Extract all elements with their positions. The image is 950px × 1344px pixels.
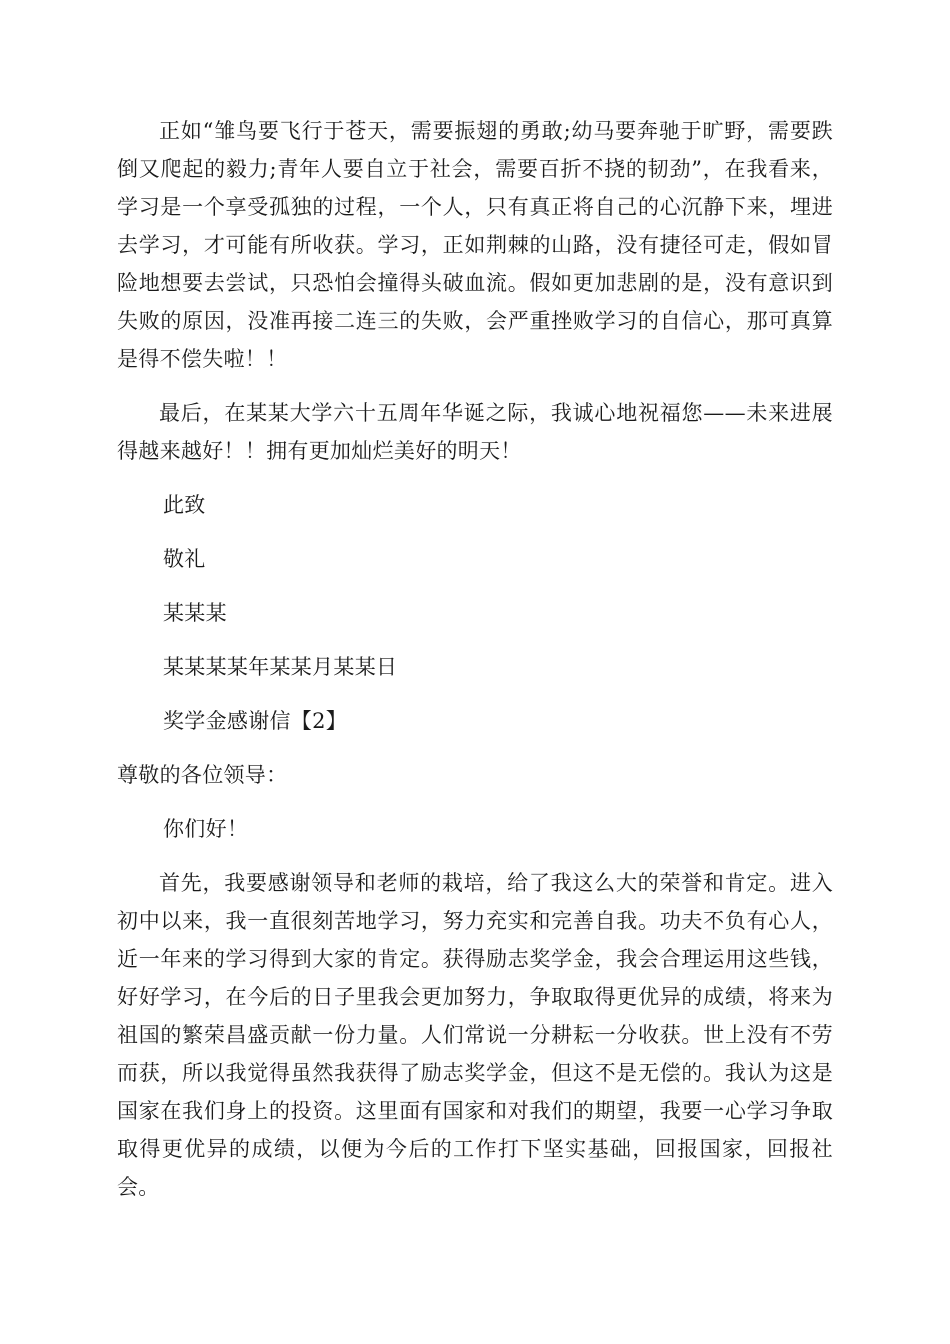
signature-date: 某某某某年某某月某某日: [163, 655, 398, 679]
paragraph-thanks: 首先，我要感谢领导和老师的栽培，给了我这么大的荣誉和肯定。进入初中以来，我一直很刻苦地学习，努力充实和完善自我。功夫不负有心人，近一年来的学习得到大家的肯定。获得励志奖学金，我会合理运用这些钱，好好学习，在今后的日子里我会更加努力，争取取得更优异的成绩，将来为祖国的繁荣昌盛贡献一份力量。人们常说一分耕耘一分收获。世上没有不劳而获，所以我觉得虽然我获得了励志奖学金，但这不是无偿的。我认为这是国家在我们身上的投资。这里面有国家和对我们的期望，我要一心学习争取取得更优异的成绩，以便为今后的工作打下坚实基础，回报国家，回报社会。: [117, 871, 833, 1199]
salutation: 尊敬的各位领导：: [117, 763, 288, 787]
closing-jingli: 敬礼: [163, 547, 206, 571]
signature-name: 某某某: [163, 601, 227, 625]
paragraph-blessing: 最后，在某某大学六十五周年华诞之际，我诚心地祝福您——未来进展得越来越好！！拥有更加灿烂美好的明天！: [117, 401, 833, 463]
document-page: [117, 112, 833, 1206]
section-title: 奖学金感谢信【2】: [163, 709, 348, 733]
paragraph-learning: 正如“雏鸟要飞行于苍天，需要振翅的勇敢;幼马要奔驰于旷野，需要跌倒又爬起的毅力;青年人要自立于社会，需要百折不挠的韧劲”，在我看来，学习是一个享受孤独的过程，一个人，只有真正将自己的心沉静下来，埋进去学习，才可能有所收获。学习，正如荆棘的山路，没有捷径可走，假如冒险地想要去尝试，只恐怕会撞得头破血流。假如更加悲剧的是，没有意识到失败的原因，没准再接二连三的失败，会严重挫败学习的自信心，那可真算是得不偿失啦！！: [117, 119, 833, 371]
closing-cizhi: 此致: [163, 493, 206, 517]
greeting: 你们好！: [163, 817, 249, 841]
